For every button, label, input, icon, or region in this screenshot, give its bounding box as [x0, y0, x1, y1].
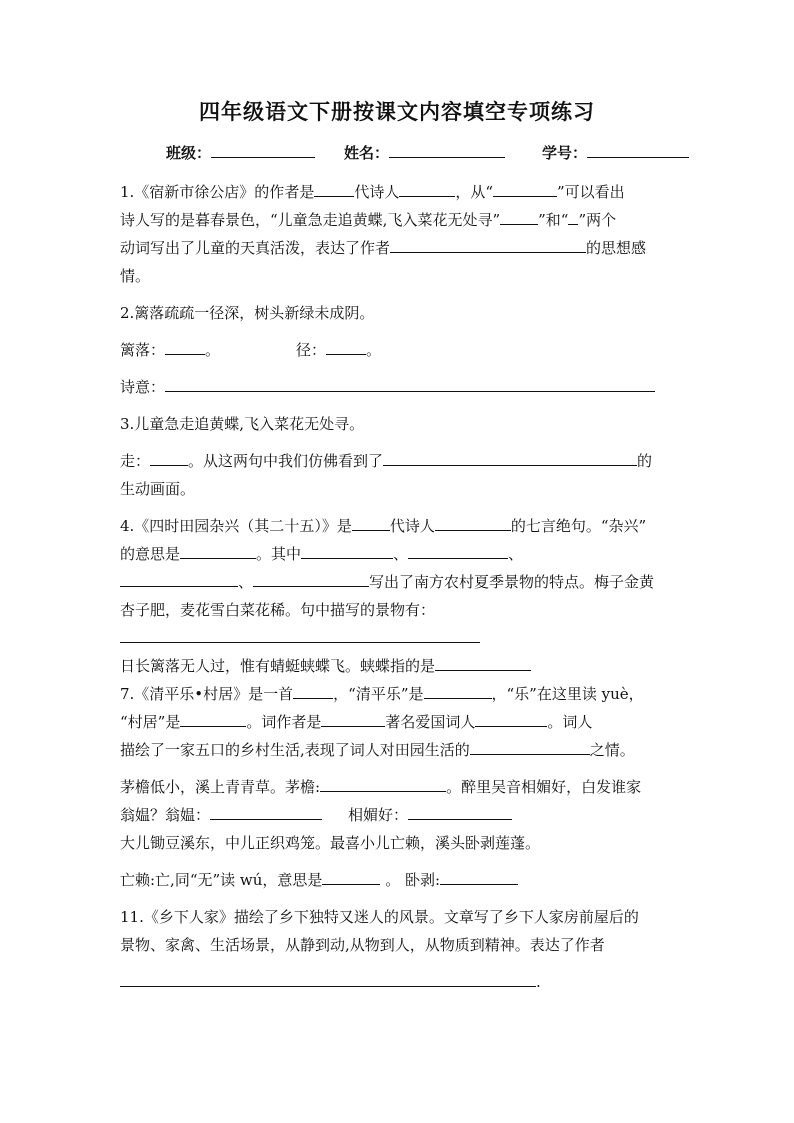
- q1-text: ”和“: [538, 211, 569, 229]
- q7-text: 。词人: [547, 713, 593, 731]
- q7-blank-feeling[interactable]: [470, 739, 590, 755]
- q7-blank-maoyan[interactable]: [320, 776, 446, 792]
- q2-meaning: [120, 373, 682, 401]
- q7-text: 描绘了一家五口的乡村生活,表现了词人对田园生活的: [120, 741, 470, 759]
- q3-text: 的: [637, 452, 653, 470]
- q7-text: “村居”是: [120, 713, 181, 731]
- student-id-label: 学号：: [542, 144, 588, 162]
- class-label: 班级：: [166, 144, 212, 162]
- q3-line-2: 生动画面。: [120, 480, 196, 498]
- q4-text: 4.《四时田园杂兴（其二十五）》是: [120, 517, 352, 535]
- q11-blank-feeling[interactable]: [120, 971, 536, 987]
- q11-line-2: 景物、家禽、生活场景，从静到动,从物到人，从物质到精神。表达了作者: [120, 936, 605, 954]
- page-title: 四年级语文下册按课文内容填空专项练习: [199, 99, 595, 124]
- q1-line-2: [120, 206, 682, 234]
- q4-line-5: [120, 624, 682, 652]
- q4-blank-scene-1[interactable]: [301, 543, 393, 559]
- q4-blank-poet[interactable]: [435, 515, 511, 531]
- q7-text: 。 卧剥:: [380, 871, 441, 889]
- q7-line-3: [120, 736, 682, 764]
- q1-text: 的思想感: [586, 239, 647, 257]
- name-label: 姓名：: [344, 144, 390, 162]
- q7-text: 茅檐低小，溪上青青草。茅檐:: [120, 778, 321, 796]
- q4-text: 的七言绝句。“杂兴”: [510, 517, 647, 535]
- q7-blank-wanglai[interactable]: [322, 869, 380, 885]
- q4-blank-meaning[interactable]: [180, 543, 256, 559]
- q4-text: 、: [508, 545, 524, 563]
- q4-line-6: [120, 652, 682, 680]
- q1-blank-quote[interactable]: [493, 181, 557, 197]
- q1-line-3: [120, 234, 682, 262]
- q2-meaning-label: 诗意：: [120, 378, 166, 396]
- q7-text: 相媚好：: [348, 806, 409, 824]
- q7-text: 7.《清平乐•村居》是一首: [120, 685, 294, 703]
- q4-blank-butterfly[interactable]: [435, 655, 531, 671]
- q11-line-3: [120, 968, 682, 996]
- q1-blank-dynasty[interactable]: [314, 181, 354, 197]
- name-blank[interactable]: [389, 142, 505, 158]
- q7-blank-poet[interactable]: [475, 711, 547, 727]
- class-field: [166, 142, 315, 163]
- student-id-blank[interactable]: [587, 142, 689, 158]
- q7-text: ，“清平乐”是: [333, 685, 424, 703]
- q7-line-1: [120, 680, 682, 708]
- q4-blank-scene-3[interactable]: [120, 571, 238, 587]
- q7-blank-form[interactable]: [293, 683, 333, 699]
- q4-line-4: 杏子肥，麦花雪白菜花稀。句中描写的景物有：: [120, 601, 436, 619]
- q4-blank-scene-4[interactable]: [253, 571, 369, 587]
- q2-verse: 2.篱落疏疏一径深，树头新绿未成阴。: [120, 304, 375, 322]
- q2-words: [120, 336, 682, 364]
- q4-blank-scenery[interactable]: [120, 627, 480, 643]
- q1-blank-verb-1[interactable]: [500, 209, 538, 225]
- q11-text: .: [536, 973, 541, 991]
- q4-text: 、: [238, 573, 254, 591]
- q1-text: ”可以看出: [557, 183, 625, 201]
- q7-text: 亡赖:亡,同“无”读 wú，意思是: [120, 871, 323, 889]
- q1-line-4: 情。: [120, 267, 151, 285]
- q1-text: ，从“: [455, 183, 494, 201]
- q7-text: 。词作者是: [246, 713, 322, 731]
- q7-verse-4: [120, 866, 682, 894]
- q7-verse-3: 大儿锄豆溪东，中儿正织鸡笼。最喜小儿亡赖，溪头卧剥莲蓬。: [120, 834, 541, 852]
- q4-text: 的意思是: [120, 545, 181, 563]
- q7-verse-1: [120, 773, 682, 801]
- q7-verse-2: [120, 801, 682, 829]
- q7-line-2: [120, 708, 682, 736]
- q1-blank-poet[interactable]: [399, 181, 455, 197]
- q2-blank-jing[interactable]: [326, 339, 366, 355]
- q7-text: 之情。: [589, 741, 635, 759]
- q2-word-label: 篱落：: [120, 341, 166, 359]
- q7-text: 。醉里吴音相媚好，白发谁家: [446, 778, 642, 796]
- q3-word-label: 走：: [120, 452, 151, 470]
- q3-verse: 3.儿童急走追黄蝶,飞入菜花无处寻。: [120, 415, 365, 433]
- q4-text: 代诗人: [389, 517, 435, 535]
- q2-blank-meaning[interactable]: [165, 376, 655, 392]
- q1-text: 1.《宿新市徐公店》的作者是: [120, 183, 315, 201]
- q11-line-1: 11.《乡下人家》描绘了乡下独特又迷人的风景。文章写了乡下人家房前屋后的: [120, 908, 639, 926]
- q4-blank-dynasty[interactable]: [352, 515, 390, 531]
- name-field: [344, 142, 505, 163]
- q7-blank-qingpingle[interactable]: [424, 683, 492, 699]
- q7-text: ，“乐”在这里读 yuè，: [491, 685, 644, 703]
- q3-text: 。从这两句中我们仿佛看到了: [188, 452, 384, 470]
- student-id-field: [542, 142, 689, 163]
- q2-text: 。: [366, 341, 382, 359]
- q7-blank-dynasty[interactable]: [321, 711, 385, 727]
- q1-text: ”两个: [578, 211, 617, 229]
- q1-blank-feeling[interactable]: [390, 237, 586, 253]
- q4-text: 。其中: [256, 545, 302, 563]
- q7-blank-wobo[interactable]: [440, 869, 518, 885]
- q3-line-1: [120, 447, 682, 475]
- q7-blank-cunju[interactable]: [180, 711, 246, 727]
- q4-text: 写出了南方农村夏季景物的特点。梅子金黄: [369, 573, 655, 591]
- questions: [120, 178, 682, 996]
- q4-text: 、: [393, 545, 409, 563]
- q1-text: 动词写出了儿童的天真活泼，表达了作者: [120, 239, 391, 257]
- q2-text: 。: [205, 341, 221, 359]
- q4-line-1: [120, 512, 682, 540]
- student-info-row: [166, 142, 706, 166]
- q7-blank-wengao[interactable]: [210, 804, 322, 820]
- q7-blank-xiangmeihao[interactable]: [408, 804, 512, 820]
- q7-text: 翁媪？翁媪：: [120, 806, 211, 824]
- q3-blank-scene[interactable]: [383, 450, 637, 466]
- q1-blank-verb-2[interactable]: [568, 209, 578, 225]
- q4-line-3: [120, 568, 682, 596]
- class-blank[interactable]: [211, 142, 315, 158]
- q3-blank-zou[interactable]: [150, 450, 188, 466]
- q4-text: 日长篱落无人过，惟有蜻蜓蛱蝶飞。蛱蝶指的是: [120, 657, 436, 675]
- q1-line-1: [120, 178, 682, 206]
- q4-line-2: [120, 540, 682, 568]
- q1-text: 代诗人: [354, 183, 400, 201]
- q1-text: 诗人写的是暮春景色，“儿童急走追黄蝶,飞入菜花无处寻”: [120, 211, 501, 229]
- q7-text: 著名爱国词人: [385, 713, 476, 731]
- q4-blank-scene-2[interactable]: [408, 543, 508, 559]
- q2-blank-liluo[interactable]: [165, 339, 205, 355]
- q2-word-label: 径：: [296, 341, 327, 359]
